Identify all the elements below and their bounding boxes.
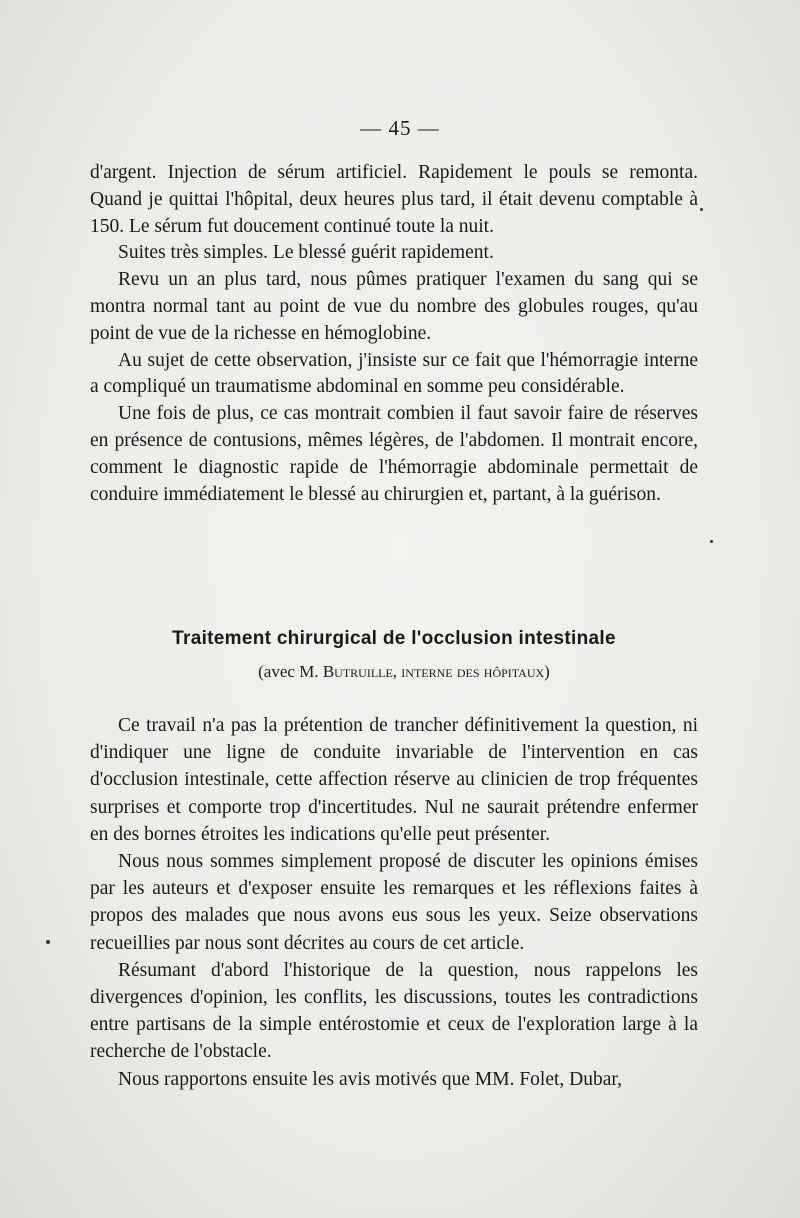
page-number: — 45 —	[360, 116, 440, 140]
print-speck	[700, 208, 703, 211]
paragraph: Une fois de plus, ce cas montrait combien il faut savoir faire de réserves en présence de contusions, mêmes légères, de l'abdomen. Il montrait encore, comment le diagnostic rapide de l'hémorragie abdominale permettait de conduire immédiatement le blessé au chirurgien et, partant, à la guérison.	[90, 403, 698, 505]
subheading-prefix: (avec M.	[258, 662, 323, 681]
paragraph: Au sujet de cette observation, j'insiste sur ce fait que l'hémorragie interne a compliqué un traumatisme abdominal en somme peu considérable.	[90, 349, 698, 398]
subheading-author: Butruille, interne des hôpitaux	[322, 662, 545, 681]
subheading-suffix: )	[544, 662, 550, 681]
paragraph: Résumant d'abord l'historique de la question, nous rappelons les divergences d'opinion, les conflits, les discussions, toutes les contradictions entre partisans de la simple entérostomie et ceux de l'exploration large à la recherche de l'obstacle.	[90, 959, 698, 1063]
paragraph: Suites très simples. Le blessé guérit rapidement.	[118, 242, 494, 264]
paragraph: Nous rapportons ensuite les avis motivés que MM. Folet, Dubar,	[118, 1068, 622, 1090]
paragraph: Ce travail n'a pas la prétention de trancher définitivement la question, ni d'indiquer une ligne de conduite invariable de l'intervention en cas d'occlusion intestinale, cette affection réserve au clinicien de trop fréquentes surprises et comporte trop d'incertitudes. Nul ne saurait prétendre enfermer en des bornes étroites les indications qu'elle peut présenter.	[90, 715, 698, 845]
print-speck	[710, 540, 713, 543]
paragraph: Nous nous sommes simplement proposé de discuter les opinions émises par les auteurs et d'exposer ensuite les remarques et les réflexions faites à propos des malades que nous avons eus sous les yeux. Seize observations recueillies par nous sont décrites au cours de cet article.	[90, 851, 698, 954]
section-subheading	[90, 662, 698, 682]
section-heading: Traitement chirurgical de l'occlusion intestinale	[172, 628, 616, 649]
body-text-section-1	[90, 160, 698, 508]
body-text-section-2	[90, 712, 698, 1093]
print-speck	[46, 940, 50, 944]
paragraph: d'argent. Injection de sérum artificiel. Rapidement le pouls se remonta. Quand je quittai l'hôpital, deux heures plus tard, il était devenu comptable à 150. Le sérum fut doucement continué toute la nuit.	[90, 162, 698, 237]
paragraph: Revu un an plus tard, nous pûmes pratiquer l'examen du sang qui se montra normal tant au point de vue du nombre des globules rouges, qu'au point de vue de la richesse en hémoglobine.	[90, 269, 698, 344]
